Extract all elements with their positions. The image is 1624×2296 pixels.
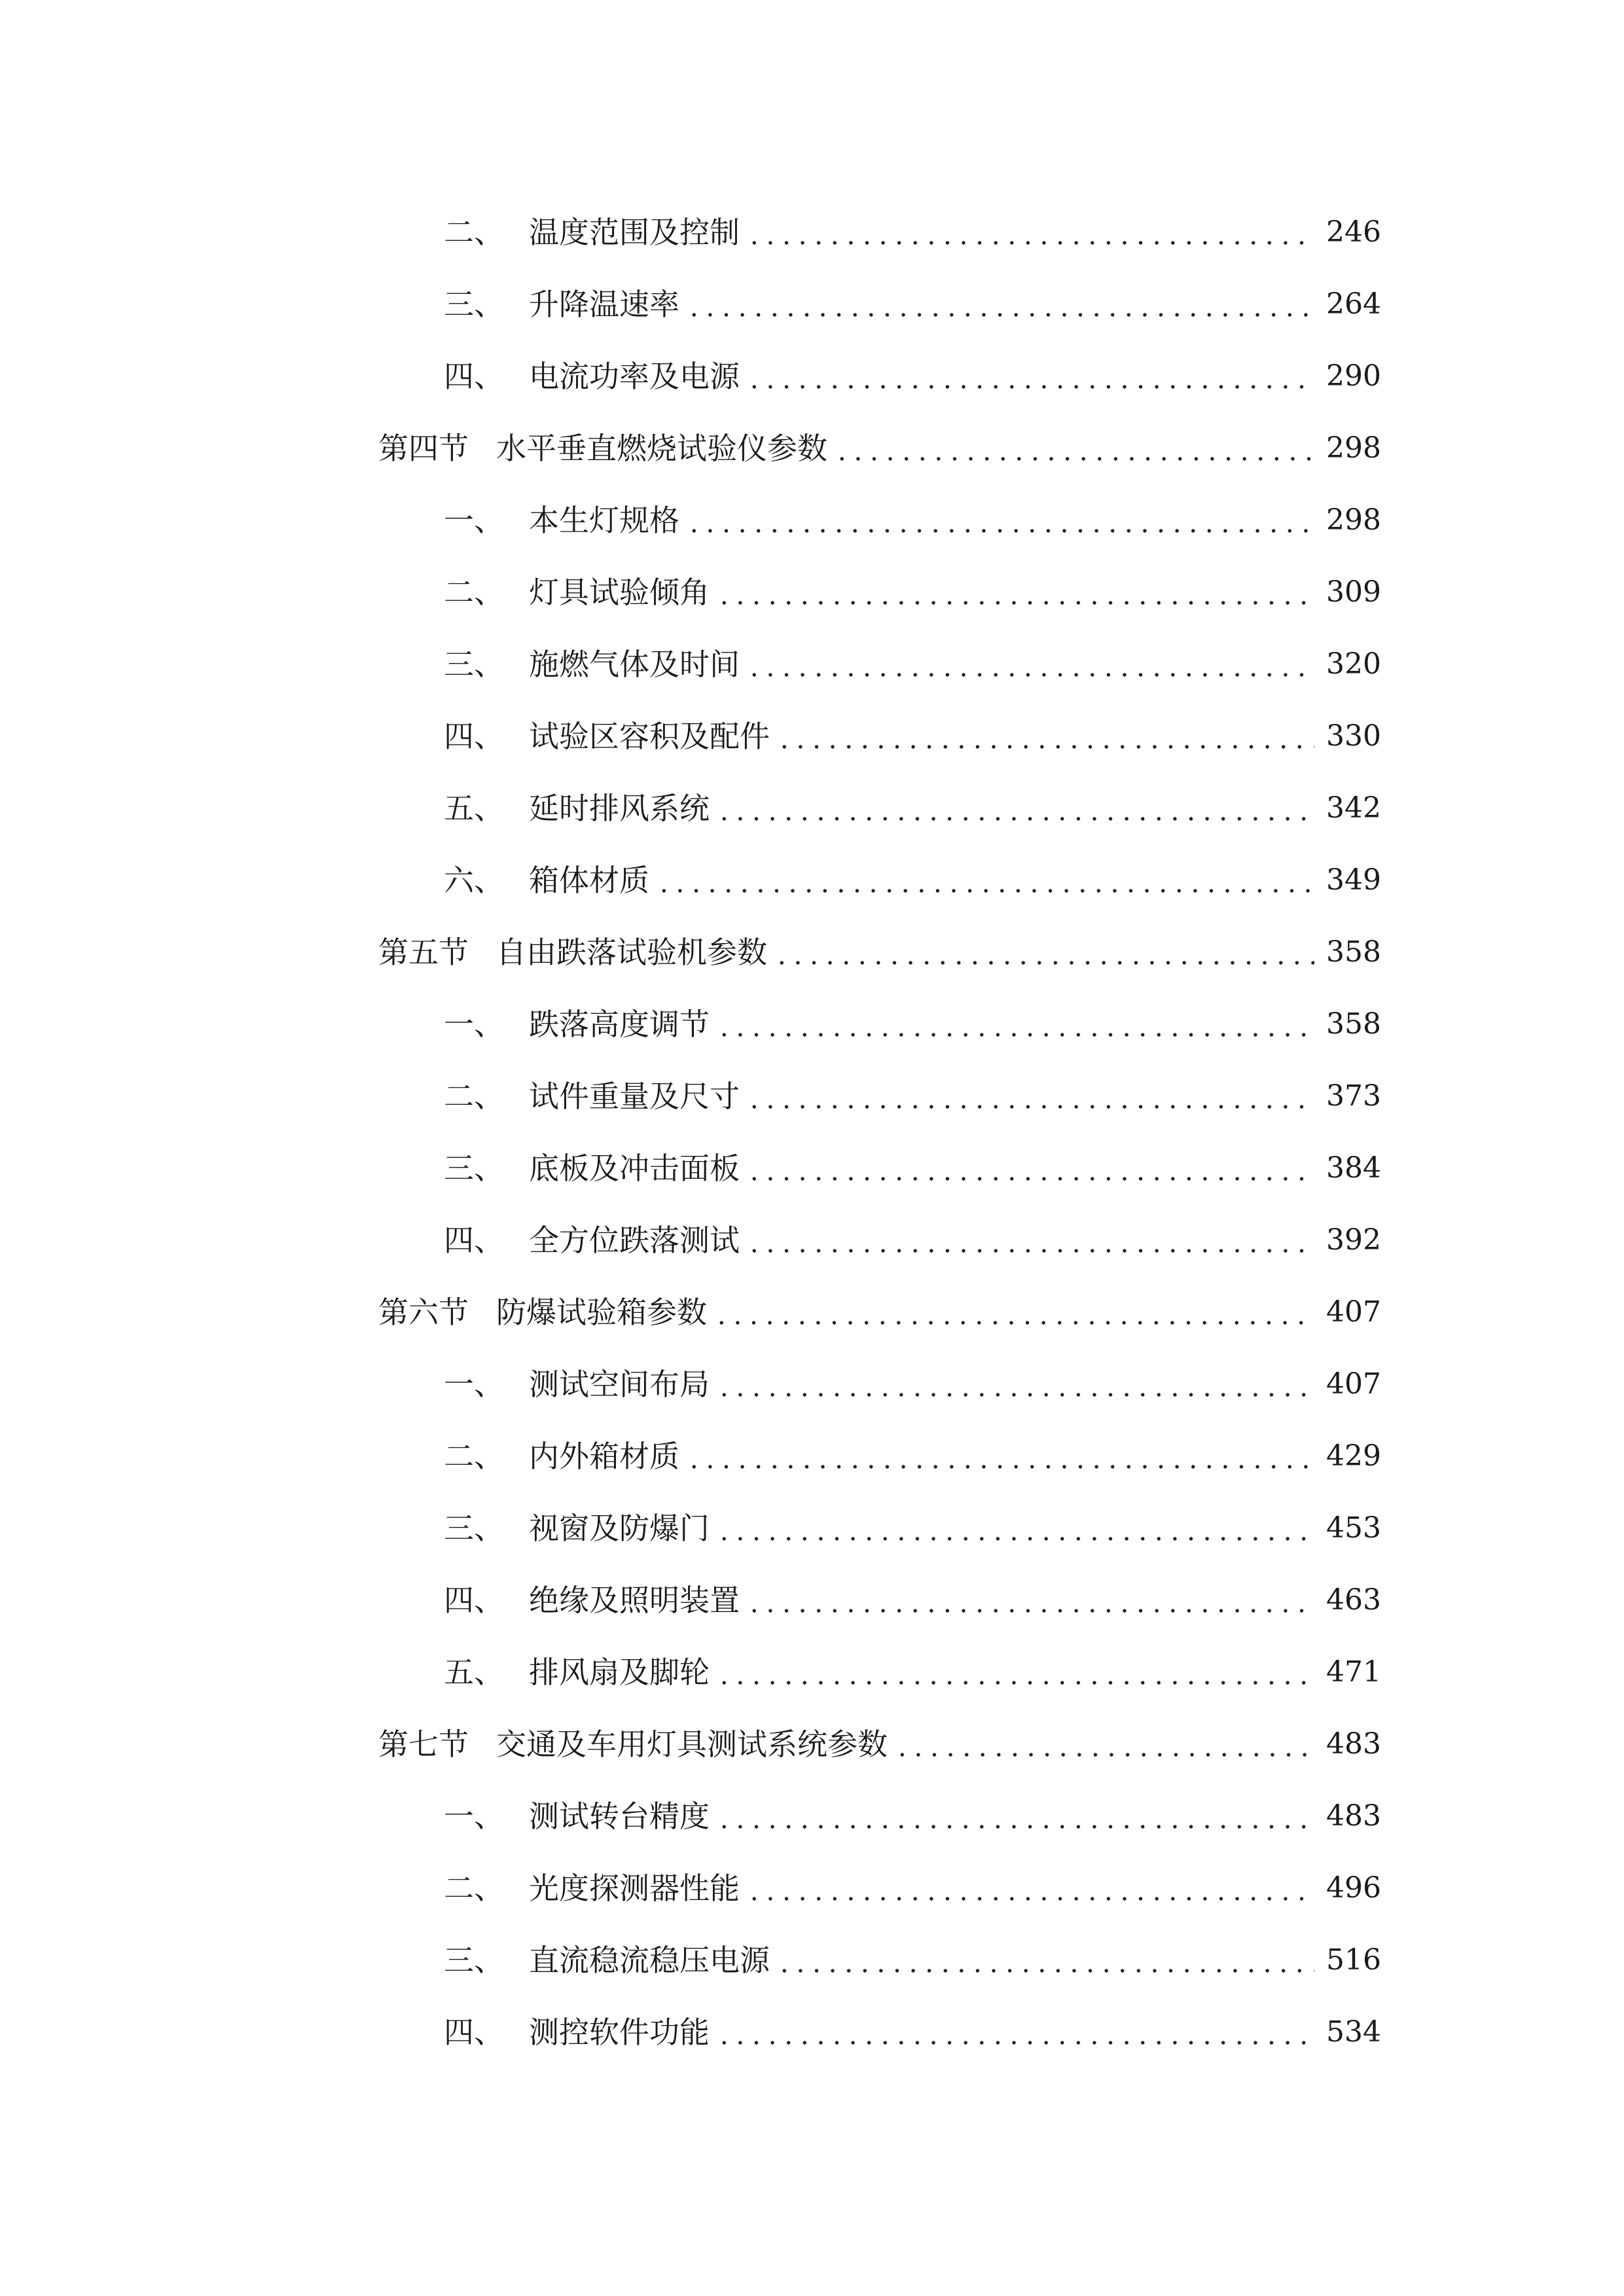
toc-entry-title: 测控软件功能	[529, 2015, 710, 2050]
toc-entry-title: 跌落高度调节	[529, 1007, 710, 1042]
toc-entry-number: 二、	[444, 1079, 504, 1114]
toc-entry-number: 四、	[444, 359, 504, 394]
toc-entry-number: 第四节	[378, 431, 469, 466]
toc-dot-leader	[716, 1801, 1314, 1831]
toc-entry-page-number: 384	[1326, 1151, 1381, 1185]
toc-entry-number: 六、	[444, 863, 504, 898]
toc-entry-number: 二、	[444, 1439, 504, 1474]
toc-dot-leader	[716, 577, 1314, 607]
table-of-contents	[0, 196, 1624, 2068]
toc-entry-title: 水平垂直燃烧试验仪参数	[496, 431, 827, 466]
toc-dot-leader	[716, 2017, 1314, 2047]
toc-entry-page-number: 246	[1326, 215, 1381, 249]
toc-dot-leader	[746, 361, 1314, 391]
toc-subsection-entry[interactable]	[0, 1420, 1624, 1492]
toc-entry-number: 三、	[444, 1511, 504, 1546]
toc-subsection-entry[interactable]	[0, 844, 1624, 916]
toc-entry-title: 光度探测器性能	[529, 1871, 740, 1906]
toc-dot-leader	[686, 1441, 1314, 1471]
toc-entry-page-number: 483	[1326, 1727, 1381, 1761]
toc-entry-title: 电流功率及电源	[529, 359, 740, 394]
toc-subsection-entry[interactable]	[0, 1348, 1624, 1420]
toc-entry-number: 四、	[444, 2015, 504, 2050]
toc-dot-leader	[716, 793, 1314, 823]
toc-entry-page-number: 453	[1326, 1511, 1381, 1545]
toc-entry-number: 四、	[444, 719, 504, 754]
toc-dot-leader	[894, 1729, 1314, 1759]
toc-entry-page-number: 290	[1326, 359, 1381, 393]
toc-entry-title: 试验区容积及配件	[529, 719, 770, 754]
toc-subsection-entry[interactable]	[0, 1492, 1624, 1564]
toc-subsection-entry[interactable]	[0, 700, 1624, 772]
toc-subsection-entry[interactable]	[0, 1132, 1624, 1204]
toc-entry-title: 试件重量及尺寸	[529, 1079, 740, 1114]
toc-subsection-entry[interactable]	[0, 988, 1624, 1060]
toc-dot-leader	[776, 1945, 1314, 1975]
toc-entry-title: 延时排风系统	[529, 791, 710, 826]
toc-entry-title: 升降温速率	[529, 287, 679, 322]
toc-entry-title: 灯具试验倾角	[529, 575, 710, 610]
toc-entry-number: 三、	[444, 1151, 504, 1186]
toc-subsection-entry[interactable]	[0, 1852, 1624, 1924]
toc-entry-title: 测试空间布局	[529, 1367, 710, 1402]
toc-entry-page-number: 463	[1326, 1583, 1381, 1617]
toc-dot-leader	[746, 1225, 1314, 1255]
toc-entry-page-number: 407	[1326, 1295, 1381, 1329]
toc-entry-page-number: 342	[1326, 791, 1381, 825]
toc-dot-leader	[776, 721, 1314, 751]
toc-entry-number: 第七节	[378, 1727, 469, 1762]
toc-entry-page-number: 264	[1326, 287, 1381, 321]
toc-entry-number: 一、	[444, 1799, 504, 1834]
toc-entry-page-number: 330	[1326, 719, 1381, 753]
toc-entry-number: 二、	[444, 215, 504, 250]
toc-entry-page-number: 496	[1326, 1871, 1381, 1905]
toc-subsection-entry[interactable]	[0, 1996, 1624, 2068]
toc-entry-page-number: 407	[1326, 1367, 1381, 1401]
toc-entry-number: 二、	[444, 1871, 504, 1906]
toc-subsection-entry[interactable]	[0, 268, 1624, 340]
toc-entry-number: 二、	[444, 575, 504, 610]
toc-dot-leader	[746, 1081, 1314, 1111]
toc-dot-leader	[716, 1513, 1314, 1543]
toc-section-entry[interactable]	[0, 1276, 1624, 1348]
toc-entry-page-number: 309	[1326, 575, 1381, 609]
toc-subsection-entry[interactable]	[0, 340, 1624, 412]
toc-section-entry[interactable]	[0, 916, 1624, 988]
toc-entry-page-number: 298	[1326, 503, 1381, 537]
toc-entry-title: 箱体材质	[529, 863, 649, 898]
toc-entry-title: 绝缘及照明装置	[529, 1583, 740, 1618]
toc-entry-page-number: 358	[1326, 1007, 1381, 1041]
toc-entry-number: 五、	[444, 1655, 504, 1690]
toc-entry-page-number: 534	[1326, 2015, 1381, 2049]
toc-entry-page-number: 373	[1326, 1079, 1381, 1113]
toc-subsection-entry[interactable]	[0, 1060, 1624, 1132]
toc-section-entry[interactable]	[0, 412, 1624, 484]
toc-dot-leader	[716, 1369, 1314, 1399]
toc-dot-leader	[746, 1873, 1314, 1903]
toc-entry-title: 交通及车用灯具测试系统参数	[496, 1727, 888, 1762]
toc-subsection-entry[interactable]	[0, 1924, 1624, 1996]
toc-entry-page-number: 358	[1326, 935, 1381, 969]
toc-subsection-entry[interactable]	[0, 1564, 1624, 1636]
toc-entry-number: 第五节	[378, 935, 469, 970]
toc-dot-leader	[834, 433, 1314, 463]
toc-subsection-entry[interactable]	[0, 196, 1624, 268]
toc-entry-number: 三、	[444, 647, 504, 682]
toc-dot-leader	[774, 937, 1314, 967]
toc-dot-leader	[746, 217, 1314, 247]
toc-entry-number: 三、	[444, 287, 504, 322]
toc-dot-leader	[746, 649, 1314, 679]
toc-entry-number: 一、	[444, 503, 504, 538]
toc-dot-leader	[686, 289, 1314, 319]
toc-entry-page-number: 483	[1326, 1799, 1381, 1833]
toc-entry-title: 自由跌落试验机参数	[496, 935, 767, 970]
toc-entry-title: 直流稳流稳压电源	[529, 1943, 770, 1978]
toc-entry-number: 五、	[444, 791, 504, 826]
toc-subsection-entry[interactable]	[0, 1780, 1624, 1852]
toc-entry-page-number: 349	[1326, 863, 1381, 897]
toc-entry-title: 温度范围及控制	[529, 215, 740, 250]
toc-entry-number: 四、	[444, 1223, 504, 1258]
toc-dot-leader	[716, 1657, 1314, 1687]
toc-entry-title: 全方位跌落测试	[529, 1223, 740, 1258]
toc-subsection-entry[interactable]	[0, 1636, 1624, 1708]
toc-entry-page-number: 429	[1326, 1439, 1381, 1473]
toc-section-entry[interactable]	[0, 1708, 1624, 1780]
toc-entry-number: 一、	[444, 1367, 504, 1402]
toc-dot-leader	[713, 1297, 1314, 1327]
toc-subsection-entry[interactable]	[0, 1204, 1624, 1276]
toc-subsection-entry[interactable]	[0, 628, 1624, 700]
toc-entry-number: 第六节	[378, 1295, 469, 1330]
toc-dot-leader	[716, 1009, 1314, 1039]
toc-entry-title: 内外箱材质	[529, 1439, 679, 1474]
toc-dot-leader	[686, 505, 1314, 535]
toc-entry-title: 防爆试验箱参数	[496, 1295, 707, 1330]
toc-subsection-entry[interactable]	[0, 556, 1624, 628]
toc-entry-page-number: 471	[1326, 1655, 1381, 1689]
toc-entry-page-number: 516	[1326, 1943, 1381, 1977]
toc-entry-number: 一、	[444, 1007, 504, 1042]
toc-entry-number: 三、	[444, 1943, 504, 1978]
toc-dot-leader	[746, 1153, 1314, 1183]
toc-entry-title: 测试转台精度	[529, 1799, 710, 1834]
toc-entry-title: 本生灯规格	[529, 503, 679, 538]
toc-entry-title: 底板及冲击面板	[529, 1151, 740, 1186]
toc-subsection-entry[interactable]	[0, 484, 1624, 556]
toc-entry-title: 施燃气体及时间	[529, 647, 740, 682]
toc-entry-page-number: 392	[1326, 1223, 1381, 1257]
toc-entry-title: 排风扇及脚轮	[529, 1655, 710, 1690]
toc-dot-leader	[656, 865, 1314, 895]
toc-dot-leader	[746, 1585, 1314, 1615]
toc-entry-page-number: 320	[1326, 647, 1381, 681]
toc-entry-page-number: 298	[1326, 431, 1381, 465]
toc-entry-number: 四、	[444, 1583, 504, 1618]
toc-entry-title: 视窗及防爆门	[529, 1511, 710, 1546]
toc-subsection-entry[interactable]	[0, 772, 1624, 844]
